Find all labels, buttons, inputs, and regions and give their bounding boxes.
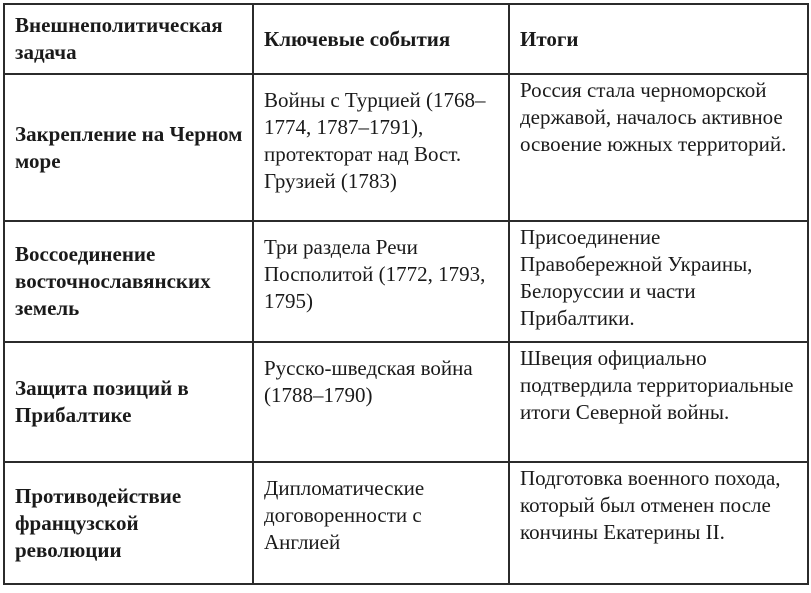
table-row [4, 221, 808, 342]
results-cell: Швеция официально подтвердила территориальные итоги Северной войны. [509, 342, 808, 462]
table-row [4, 74, 808, 221]
foreign-policy-table [3, 3, 809, 585]
events-cell: Войны с Турцией (1768–1774, 1787–1791), протекторат над Вост. Грузией (1783) [253, 74, 509, 221]
header-events: Ключевые события [253, 4, 509, 74]
table-body [4, 74, 808, 584]
task-cell: Закрепление на Черном море [4, 74, 253, 221]
events-cell: Дипломатические договоренности с Англией [253, 462, 509, 584]
header-results: Итоги [509, 4, 808, 74]
table-header [4, 4, 808, 74]
task-cell: Защита позиций в Прибалтике [4, 342, 253, 462]
results-cell: Россия стала черноморской державой, началось активное освоение южных территорий. [509, 74, 808, 221]
header-row [4, 4, 808, 74]
results-cell: Присоединение Правобережной Украины, Белоруссии и части Прибалтики. [509, 221, 808, 342]
events-cell: Русско-шведская война (1788–1790) [253, 342, 509, 462]
table-row [4, 462, 808, 584]
task-cell: Воссоединение восточнославянских земель [4, 221, 253, 342]
results-cell: Подготовка военного похода, который был отменен после кончины Екатерины II. [509, 462, 808, 584]
table-row [4, 342, 808, 462]
header-task: Внешнеполитическая задача [4, 4, 253, 74]
events-cell: Три раздела Речи Посполитой (1772, 1793, 1795) [253, 221, 509, 342]
task-cell: Противодействие французской революции [4, 462, 253, 584]
